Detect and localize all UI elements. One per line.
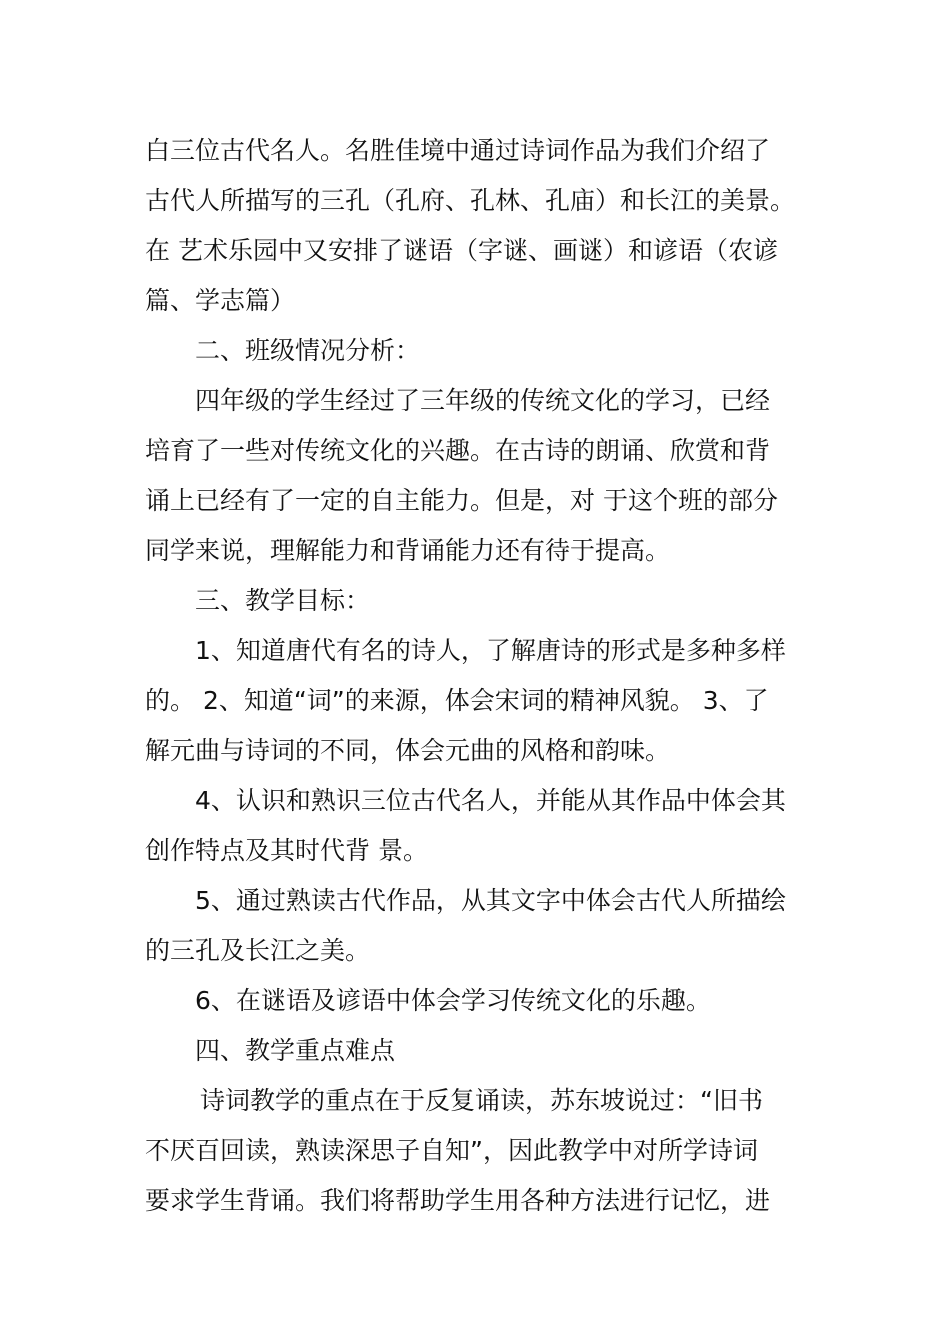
paragraph-line: 白三位古代名人。名胜佳境中通过诗词作品为我们介绍了 — [145, 136, 771, 165]
paragraph-line: 篇、学志篇） — [145, 286, 296, 315]
paragraph-line: 在 艺术乐园中又安排了谜语（字谜、画谜）和谚语（农谚 — [145, 236, 778, 265]
list-item: 解元曲与诗词的不同，体会元曲的风格和韵味。 — [145, 736, 671, 765]
paragraph-line: 四年级的学生经过了三年级的传统文化的学习，已经 — [195, 386, 771, 415]
list-item: 的三孔及长江之美。 — [145, 936, 371, 965]
list-item: 4、认识和熟识三位古代名人，并能从其作品中体会其 — [195, 786, 786, 815]
list-item: 6、在谜语及谚语中体会学习传统文化的乐趣。 — [195, 986, 711, 1015]
section-heading: 四、教学重点难点 — [195, 1036, 396, 1065]
section-heading: 三、教学目标： — [195, 586, 371, 615]
list-item: 的。 2、知道“词”的来源，体会宋词的精神风貌。 3、了 — [145, 686, 769, 715]
paragraph-line: 古代人所描写的三孔（孔府、孔林、孔庙）和长江的美景。 — [145, 186, 796, 215]
list-item: 5、通过熟读古代作品，从其文字中体会古代人所描绘 — [195, 886, 786, 915]
list-item: 创作特点及其时代背 景。 — [145, 836, 428, 865]
section-heading: 二、班级情况分析： — [195, 336, 421, 365]
paragraph-line: 要求学生背诵。我们将帮助学生用各种方法进行记忆，进 — [145, 1186, 771, 1215]
paragraph-line: 诵上已经有了一定的自主能力。但是，对 于这个班的部分 — [145, 486, 778, 515]
paragraph-line: 不厌百回读，熟读深思子自知”，因此教学中对所学诗词 — [145, 1136, 758, 1165]
paragraph-line: 培育了一些对传统文化的兴趣。在古诗的朗诵、欣赏和背 — [145, 436, 771, 465]
paragraph-line: 诗词教学的重点在于反复诵读，苏东坡说过：“旧书 — [200, 1086, 763, 1115]
list-item: 1、知道唐代有名的诗人，了解唐诗的形式是多种多样 — [195, 636, 786, 665]
paragraph-line: 同学来说，理解能力和背诵能力还有待于提高。 — [145, 536, 671, 565]
